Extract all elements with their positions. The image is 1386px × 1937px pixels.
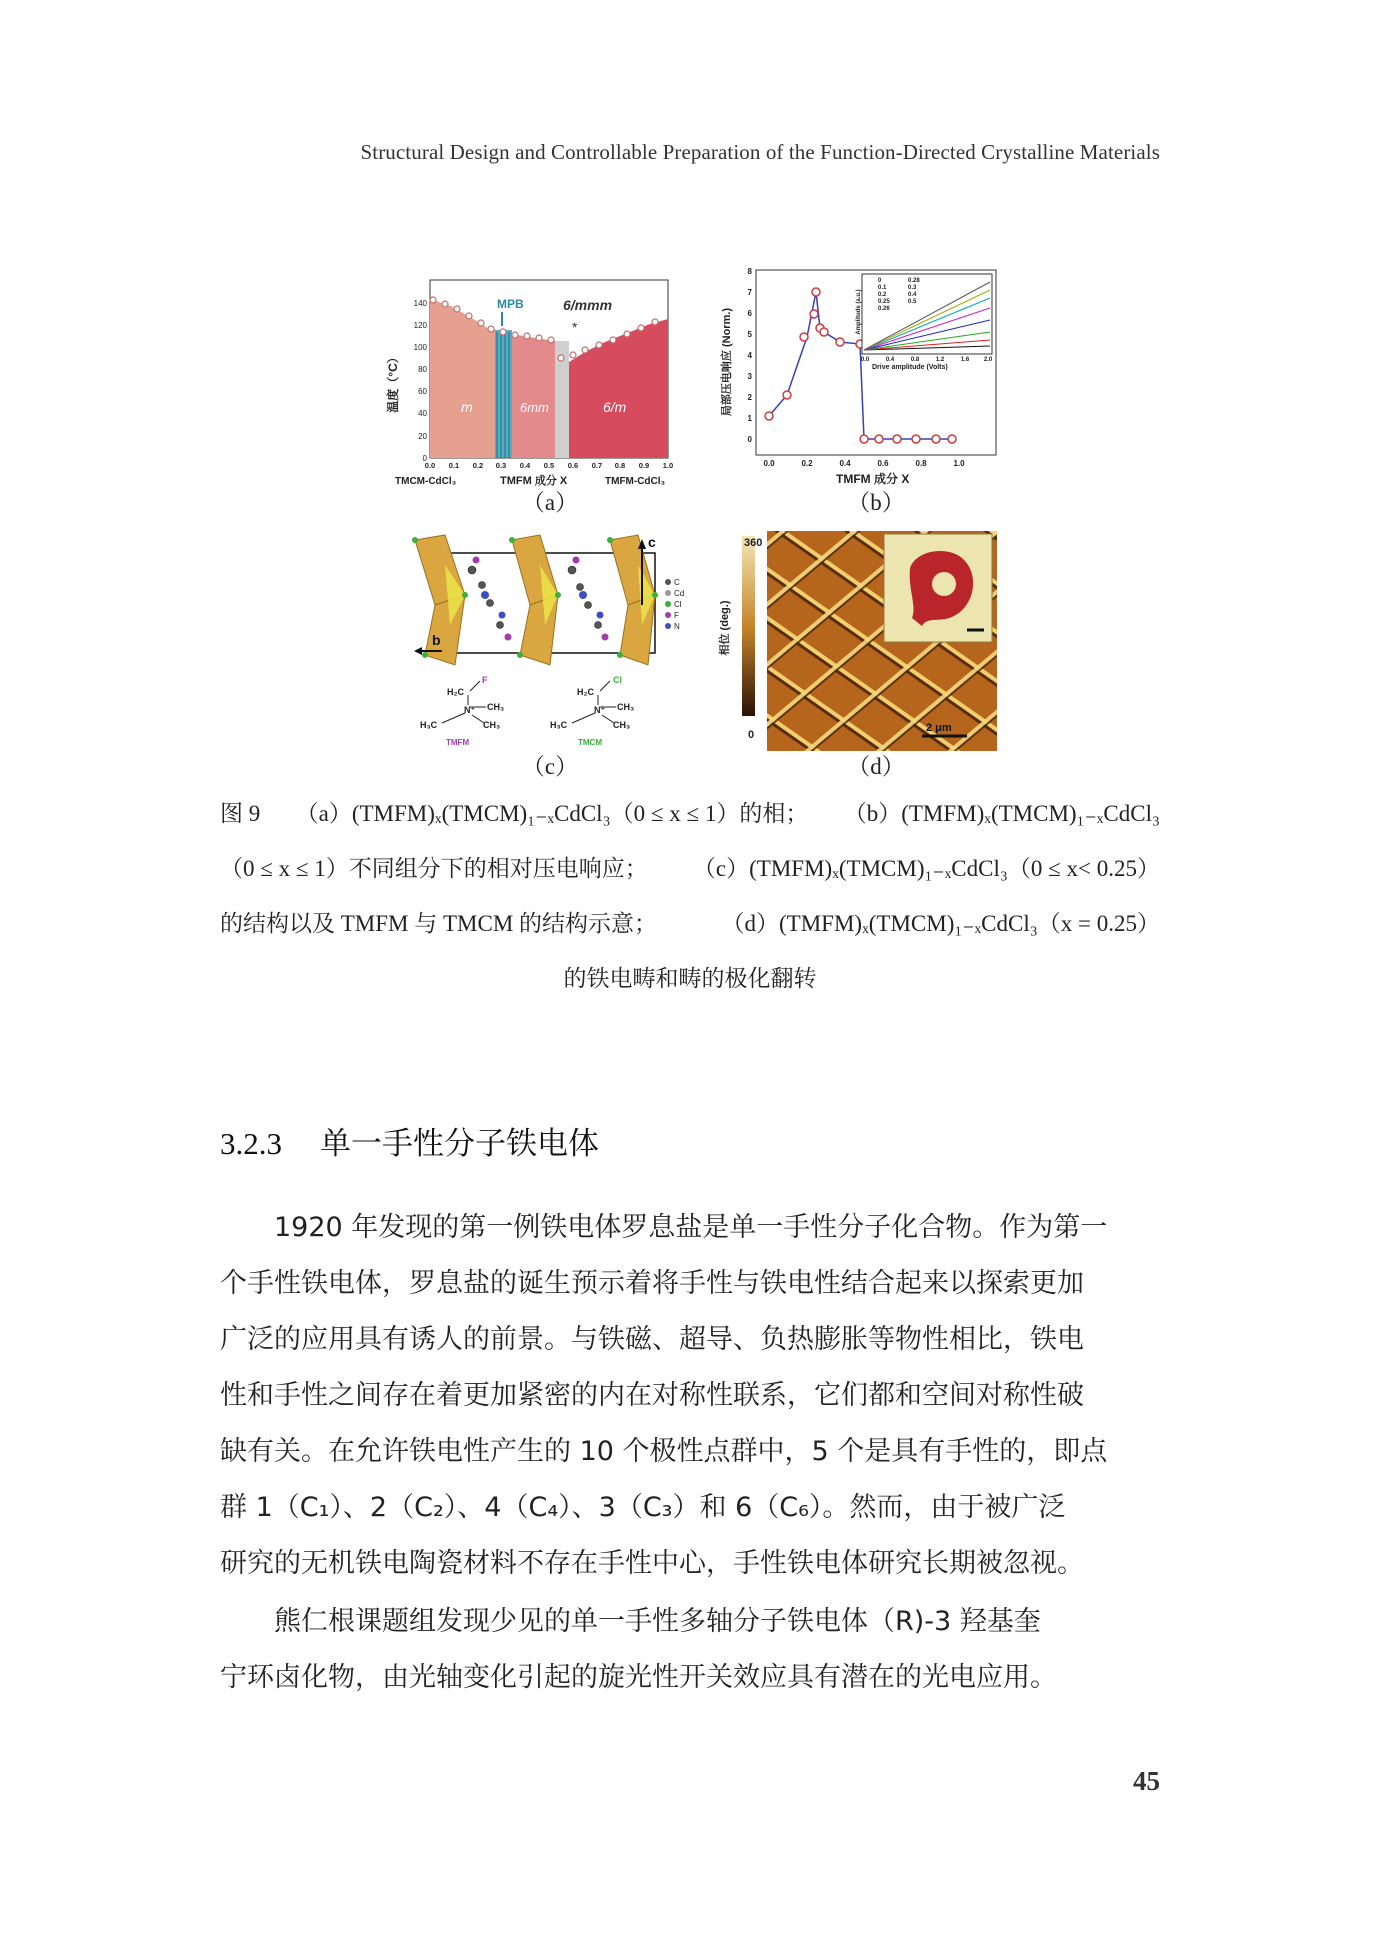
y-tick: 60: [418, 387, 427, 396]
figure-panel-c: [410, 525, 710, 757]
x-tick: 0.0: [424, 461, 436, 470]
figure-panel-a: [385, 262, 685, 492]
x-right-label: TMFM-CdCl₃: [605, 476, 666, 487]
inset-legend: 0.5: [908, 299, 917, 305]
caption-part: （a）(TMFM)ₓ(TMCM)₁₋ₓCdCl₃（0 ≤ x ≤ 1）的相；: [295, 801, 809, 826]
x-tick: 0.2: [801, 459, 813, 468]
text-line: 研究的无机铁电陶瓷材料不存在手性中心，手性铁电体研究长期被忽视。: [220, 1548, 1084, 1579]
x-tick: 0.5: [543, 461, 555, 470]
text-line: 个手性铁电体，罗息盐的诞生预示着将手性与铁电性结合起来以探索更加: [220, 1268, 1084, 1299]
y-tick: 120: [413, 321, 427, 330]
y-tick: 4: [747, 351, 752, 360]
mol1-ch3b: CH₃: [483, 720, 501, 730]
x-tick: 0.6: [877, 459, 889, 468]
y-tick: 5: [747, 330, 752, 339]
text-line: 广泛的应用具有诱人的前景。与铁磁、超导、负热膨胀等物性相比，铁电: [220, 1324, 1084, 1355]
y-tick: 1: [747, 414, 752, 423]
y-axis-label: 温度（°C）: [386, 351, 400, 413]
phase-diagram: [385, 262, 685, 492]
inset-legend: 0.2: [878, 292, 887, 298]
text-line: 宁环卤化物，由光轴变化引起的旋光性开关效应具有潜在的光电应用。: [220, 1662, 1057, 1693]
caption-part: （c）(TMFM)ₓ(TMCM)₁₋ₓCdCl₃（0 ≤ x< 0.25）: [692, 856, 1160, 881]
colorbar: [742, 536, 755, 716]
mol2-top-atom: Cl: [613, 675, 622, 685]
y-tick: 6: [747, 309, 752, 318]
inset-x-tick: 1.6: [960, 357, 970, 363]
x-axis-label: TMFM 成分 X: [500, 475, 568, 487]
figure-panel-d: [712, 528, 1002, 753]
inset-y-label: Amplitude (a.u.): [856, 289, 862, 335]
mol2-name: TMCM: [578, 738, 602, 747]
caption-line-2: [220, 841, 1160, 896]
y-axis-label: 局部压电响应 (Norm.): [721, 307, 733, 417]
running-head: Structural Design and Controllable Preparation of the Function-Directed Crystalline Materials: [360, 140, 1160, 164]
inset-legend: 0: [878, 278, 882, 284]
pfm-phase-image: [712, 528, 1002, 753]
piezo-response-chart: [712, 262, 1002, 492]
panel-d-label: （d）: [847, 754, 905, 779]
y-tick: 40: [418, 409, 427, 418]
cbar-min: 0: [748, 729, 755, 741]
mpb-label: MPB: [497, 297, 524, 311]
x-tick: 0.6: [567, 461, 579, 470]
inset-legend: 0.28: [908, 278, 920, 284]
axis-c-label: c: [648, 534, 656, 550]
mol2-ch3b: CH₃: [613, 720, 631, 730]
section-number: 3.2.3: [220, 1126, 282, 1161]
x-tick: 1.0: [953, 459, 965, 468]
text-line: 性和手性之间存在着更加紧密的内在对称性联系，它们都和空间对称性破: [220, 1380, 1084, 1411]
mol2-n: N⁺: [594, 705, 606, 715]
inset-legend: 0.3: [908, 285, 917, 291]
inset-x-tick: 0.8: [910, 357, 920, 363]
text-line: 缺有关。在允许铁电性产生的 10 个极性点群中，5 个是具有手性的，即点: [220, 1436, 1108, 1467]
section-title: 单一手性分子铁电体: [320, 1126, 599, 1162]
x-tick: 0.9: [638, 461, 650, 470]
x-tick: 0.4: [519, 461, 531, 470]
page-number: 45: [1133, 1766, 1160, 1796]
inset-legend: 0.25: [878, 299, 890, 305]
x-tick: 0.0: [763, 459, 775, 468]
x-tick: 0.3: [495, 461, 507, 470]
region-6mm: [512, 334, 555, 458]
top-phase-label: 6/mmm: [563, 297, 613, 313]
mol2-h2c: H₂C: [577, 687, 594, 697]
y-tick: 0: [747, 435, 752, 444]
inset-x-tick: 0.0: [860, 357, 870, 363]
panel-c-label: （c）: [521, 754, 579, 779]
inset-legend: 0.26: [878, 306, 890, 312]
region-6m-label: 6/m: [603, 399, 627, 415]
y-tick: 0: [422, 454, 427, 463]
x-tick: 0.8: [915, 459, 927, 468]
caption-part: （b）(TMFM)ₓ(TMCM)₁₋ₓCdCl₃: [843, 801, 1160, 826]
figure-number: 图 9: [220, 801, 261, 826]
mol1-h2c: H₂C: [447, 687, 464, 697]
legend-item: Cl: [674, 600, 682, 609]
x-tick: 0.4: [839, 459, 851, 468]
caption-part: （d）(TMFM)ₓ(TMCM)₁₋ₓCdCl₃（x = 0.25）: [721, 911, 1160, 936]
region-6mm-label: 6mm: [520, 400, 549, 415]
paragraph-2: [220, 1594, 1160, 1706]
mol1-n: N⁺: [464, 705, 476, 715]
mol1-top-atom: F: [482, 675, 488, 685]
inset-x-label: Drive amplitude (Volts): [872, 364, 948, 371]
mol2-ch3a: CH₃: [617, 702, 635, 712]
panel-b-label: （b）: [847, 490, 905, 515]
star-label: *: [572, 319, 578, 335]
inset-x-tick: 1.2: [935, 357, 945, 363]
region-m-label: m: [461, 399, 473, 415]
mol1-ch3a: CH₃: [487, 702, 505, 712]
inset-legend: 0.1: [878, 285, 887, 291]
y-tick: 100: [413, 343, 427, 352]
caption-part: 的结构以及 TMFM 与 TMCM 的结构示意；: [220, 911, 658, 936]
text-line: 群 1（C₁）、2（C₂）、4（C₄）、3（C₃）和 6（C₆）。然而，由于被广泛: [220, 1492, 1066, 1523]
axis-b-label: b: [432, 632, 441, 648]
x-tick: 0.1: [448, 461, 460, 470]
cbar-max: 360: [744, 537, 763, 549]
panel-a-label: （a）: [521, 490, 579, 515]
inset-x-tick: 0.4: [885, 357, 895, 363]
x-tick: 1.0: [662, 461, 674, 470]
figure-panel-b: [712, 262, 1002, 492]
legend-item: N: [674, 622, 680, 631]
x-tick: 0.8: [614, 461, 626, 470]
colorbar-label: 相位 (deg.): [719, 600, 731, 656]
mol2-h3c: H₃C: [550, 720, 568, 730]
section-heading: [220, 1118, 599, 1163]
x-axis-label: TMFM 成分 X: [836, 472, 910, 486]
inset-x-tick: 2.0: [983, 357, 993, 363]
caption-line-1: [220, 786, 1160, 841]
crystal-structure: [410, 525, 710, 757]
text-line: 1920 年发现的第一例铁电体罗息盐是单一手性分子化合物。作为第一: [220, 1212, 1108, 1243]
legend-item: Cd: [674, 589, 685, 598]
caption-line-4: 的铁电畴和畴的极化翻转: [563, 966, 817, 991]
scalebar-label: 2 μm: [926, 722, 952, 734]
caption-line-3: [220, 896, 1160, 951]
legend-item: C: [674, 578, 680, 587]
mol1-name: TMFM: [446, 738, 470, 747]
y-tick: 140: [413, 299, 427, 308]
mol1-h3c: H₃C: [420, 720, 438, 730]
legend-item: F: [674, 611, 679, 620]
x-tick: 0.2: [472, 461, 484, 470]
y-tick: 7: [747, 288, 752, 297]
inset-legend: 0.4: [908, 292, 917, 298]
x-tick: 0.7: [591, 461, 603, 470]
y-tick: 8: [747, 267, 752, 276]
caption-part: （0 ≤ x ≤ 1）不同组分下的相对压电响应；: [220, 856, 648, 881]
y-tick: 3: [747, 372, 752, 381]
y-tick: 2: [747, 393, 752, 402]
figure-caption: [220, 786, 1160, 1006]
y-tick: 80: [418, 365, 427, 374]
x-left-label: TMCM-CdCl₃: [395, 476, 457, 487]
y-tick: 20: [418, 432, 427, 441]
paragraph-1: [220, 1200, 1160, 1592]
text-line: 熊仁根课题组发现少见的单一手性多轴分子铁电体（R)-3 羟基奎: [220, 1606, 1041, 1637]
